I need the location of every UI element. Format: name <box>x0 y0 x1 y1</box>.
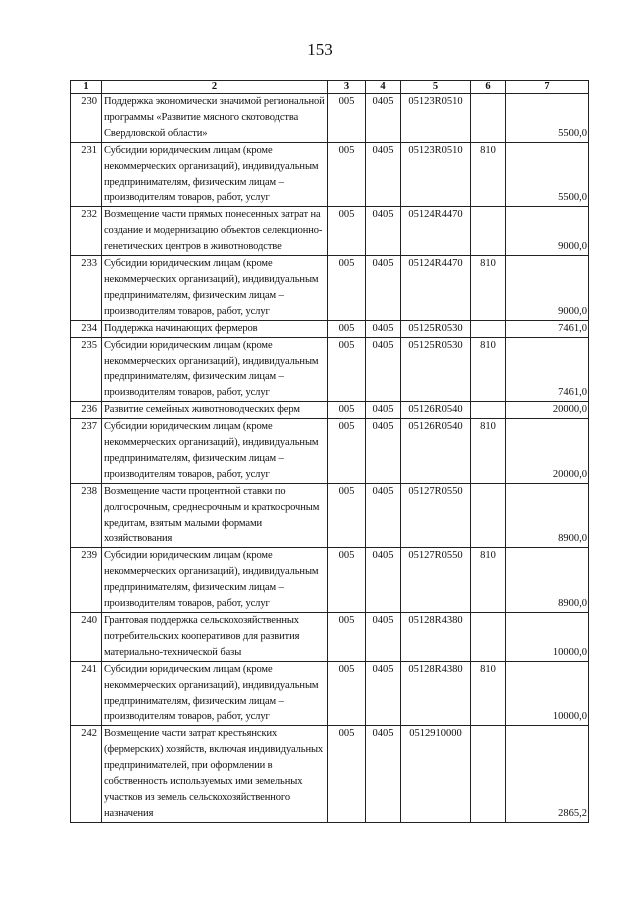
table-row <box>71 402 589 419</box>
row-amount: 8900,0 <box>506 548 589 613</box>
row-code-6 <box>471 726 506 822</box>
row-code-5: 05124R4470 <box>401 207 471 256</box>
row-amount: 8900,0 <box>506 483 589 548</box>
row-code-4: 0405 <box>366 402 401 419</box>
row-number: 230 <box>71 94 102 143</box>
row-amount: 9000,0 <box>506 256 589 321</box>
row-amount: 9000,0 <box>506 207 589 256</box>
row-code-3: 005 <box>328 94 366 143</box>
row-name: Развитие семейных животноводческих ферм <box>102 402 328 419</box>
row-code-6 <box>471 207 506 256</box>
row-code-6: 810 <box>471 337 506 402</box>
row-code-4: 0405 <box>366 320 401 337</box>
row-amount: 10000,0 <box>506 613 589 662</box>
row-code-4: 0405 <box>366 661 401 726</box>
row-name: Поддержка экономически значимой региональной программы «Развитие мясного скотоводства Свердловской области» <box>102 94 328 143</box>
row-amount: 10000,0 <box>506 661 589 726</box>
table-body <box>71 94 589 823</box>
row-code-4: 0405 <box>366 419 401 484</box>
row-code-4: 0405 <box>366 94 401 143</box>
row-code-6: 810 <box>471 419 506 484</box>
row-name: Возмещение части процентной ставки по долгосрочным, среднесрочным и краткосрочным кредитам, взятым малыми формами хозяйствования <box>102 483 328 548</box>
row-amount: 2865,2 <box>506 726 589 822</box>
table-row <box>71 661 589 726</box>
row-code-3: 005 <box>328 402 366 419</box>
row-code-6 <box>471 402 506 419</box>
row-number: 239 <box>71 548 102 613</box>
row-code-5: 05127R0550 <box>401 483 471 548</box>
row-code-3: 005 <box>328 320 366 337</box>
row-code-3: 005 <box>328 483 366 548</box>
row-amount: 20000,0 <box>506 402 589 419</box>
table-row <box>71 726 589 822</box>
row-code-4: 0405 <box>366 337 401 402</box>
row-code-4: 0405 <box>366 613 401 662</box>
row-code-4: 0405 <box>366 483 401 548</box>
row-number: 233 <box>71 256 102 321</box>
row-code-6 <box>471 320 506 337</box>
row-code-5: 05125R0530 <box>401 337 471 402</box>
table-row <box>71 419 589 484</box>
row-name: Возмещение части прямых понесенных затрат на создание и модернизацию объектов селекционно-генетических центров в животноводстве <box>102 207 328 256</box>
row-code-3: 005 <box>328 419 366 484</box>
row-name: Поддержка начинающих фермеров <box>102 320 328 337</box>
row-code-6: 810 <box>471 661 506 726</box>
row-name: Грантовая поддержка сельскохозяйственных потребительских кооперативов для развития материально-технической базы <box>102 613 328 662</box>
page-number: 153 <box>307 40 333 59</box>
col-header-2: 2 <box>102 81 328 94</box>
row-code-5: 05125R0530 <box>401 320 471 337</box>
row-code-5: 05127R0550 <box>401 548 471 613</box>
row-amount: 7461,0 <box>506 337 589 402</box>
table-row <box>71 94 589 143</box>
row-code-3: 005 <box>328 548 366 613</box>
row-number: 242 <box>71 726 102 822</box>
row-code-6: 810 <box>471 142 506 207</box>
table-row <box>71 207 589 256</box>
table-row <box>71 256 589 321</box>
table-row <box>71 337 589 402</box>
row-number: 234 <box>71 320 102 337</box>
col-header-4: 4 <box>366 81 401 94</box>
row-name: Субсидии юридическим лицам (кроме некоммерческих организаций), индивидуальным предпринимателям, физическим лицам – производителям товаров, работ, услуг <box>102 419 328 484</box>
row-number: 236 <box>71 402 102 419</box>
col-header-1: 1 <box>71 81 102 94</box>
row-name: Субсидии юридическим лицам (кроме некоммерческих организаций), индивидуальным предпринимателям, физическим лицам – производителям товаров, работ, услуг <box>102 142 328 207</box>
col-header-6: 6 <box>471 81 506 94</box>
row-name: Субсидии юридическим лицам (кроме некоммерческих организаций), индивидуальным предпринимателям, физическим лицам – производителям товаров, работ, услуг <box>102 256 328 321</box>
row-code-3: 005 <box>328 142 366 207</box>
row-code-5: 05123R0510 <box>401 94 471 143</box>
row-number: 232 <box>71 207 102 256</box>
col-header-5: 5 <box>401 81 471 94</box>
row-number: 241 <box>71 661 102 726</box>
row-name: Возмещение части затрат крестьянских (фермерских) хозяйств, включая индивидуальных предпринимателей, при оформлении в собственность используемых ими земельных участков из земель сельскохозяйственного назначения <box>102 726 328 822</box>
table-row <box>71 320 589 337</box>
row-code-5: 05128R4380 <box>401 613 471 662</box>
row-number: 235 <box>71 337 102 402</box>
row-code-5: 05126R0540 <box>401 419 471 484</box>
budget-table <box>70 80 589 823</box>
row-number: 238 <box>71 483 102 548</box>
row-code-4: 0405 <box>366 142 401 207</box>
row-amount: 7461,0 <box>506 320 589 337</box>
row-code-3: 005 <box>328 613 366 662</box>
row-code-3: 005 <box>328 726 366 822</box>
table-row <box>71 142 589 207</box>
row-code-3: 005 <box>328 256 366 321</box>
row-code-5: 05123R0510 <box>401 142 471 207</box>
row-name: Субсидии юридическим лицам (кроме некоммерческих организаций), индивидуальным предпринимателям, физическим лицам – производителям товаров, работ, услуг <box>102 661 328 726</box>
row-code-6: 810 <box>471 256 506 321</box>
row-code-5: 05128R4380 <box>401 661 471 726</box>
row-amount: 20000,0 <box>506 419 589 484</box>
row-code-5: 0512910000 <box>401 726 471 822</box>
row-code-4: 0405 <box>366 256 401 321</box>
table-row <box>71 483 589 548</box>
table-row <box>71 548 589 613</box>
table-header-row <box>71 81 589 94</box>
row-code-4: 0405 <box>366 207 401 256</box>
row-amount: 5500,0 <box>506 94 589 143</box>
row-code-5: 05124R4470 <box>401 256 471 321</box>
row-amount: 5500,0 <box>506 142 589 207</box>
col-header-3: 3 <box>328 81 366 94</box>
row-name: Субсидии юридическим лицам (кроме некоммерческих организаций), индивидуальным предпринимателям, физическим лицам – производителям товаров, работ, услуг <box>102 548 328 613</box>
row-code-4: 0405 <box>366 726 401 822</box>
row-number: 240 <box>71 613 102 662</box>
row-code-4: 0405 <box>366 548 401 613</box>
row-name: Субсидии юридическим лицам (кроме некоммерческих организаций), индивидуальным предпринимателям, физическим лицам – производителям товаров, работ, услуг <box>102 337 328 402</box>
row-code-3: 005 <box>328 661 366 726</box>
row-code-6 <box>471 483 506 548</box>
row-code-5: 05126R0540 <box>401 402 471 419</box>
row-code-3: 005 <box>328 207 366 256</box>
row-code-6 <box>471 613 506 662</box>
row-number: 231 <box>71 142 102 207</box>
row-code-6: 810 <box>471 548 506 613</box>
row-number: 237 <box>71 419 102 484</box>
col-header-7: 7 <box>506 81 589 94</box>
table-row <box>71 613 589 662</box>
row-code-6 <box>471 94 506 143</box>
row-code-3: 005 <box>328 337 366 402</box>
